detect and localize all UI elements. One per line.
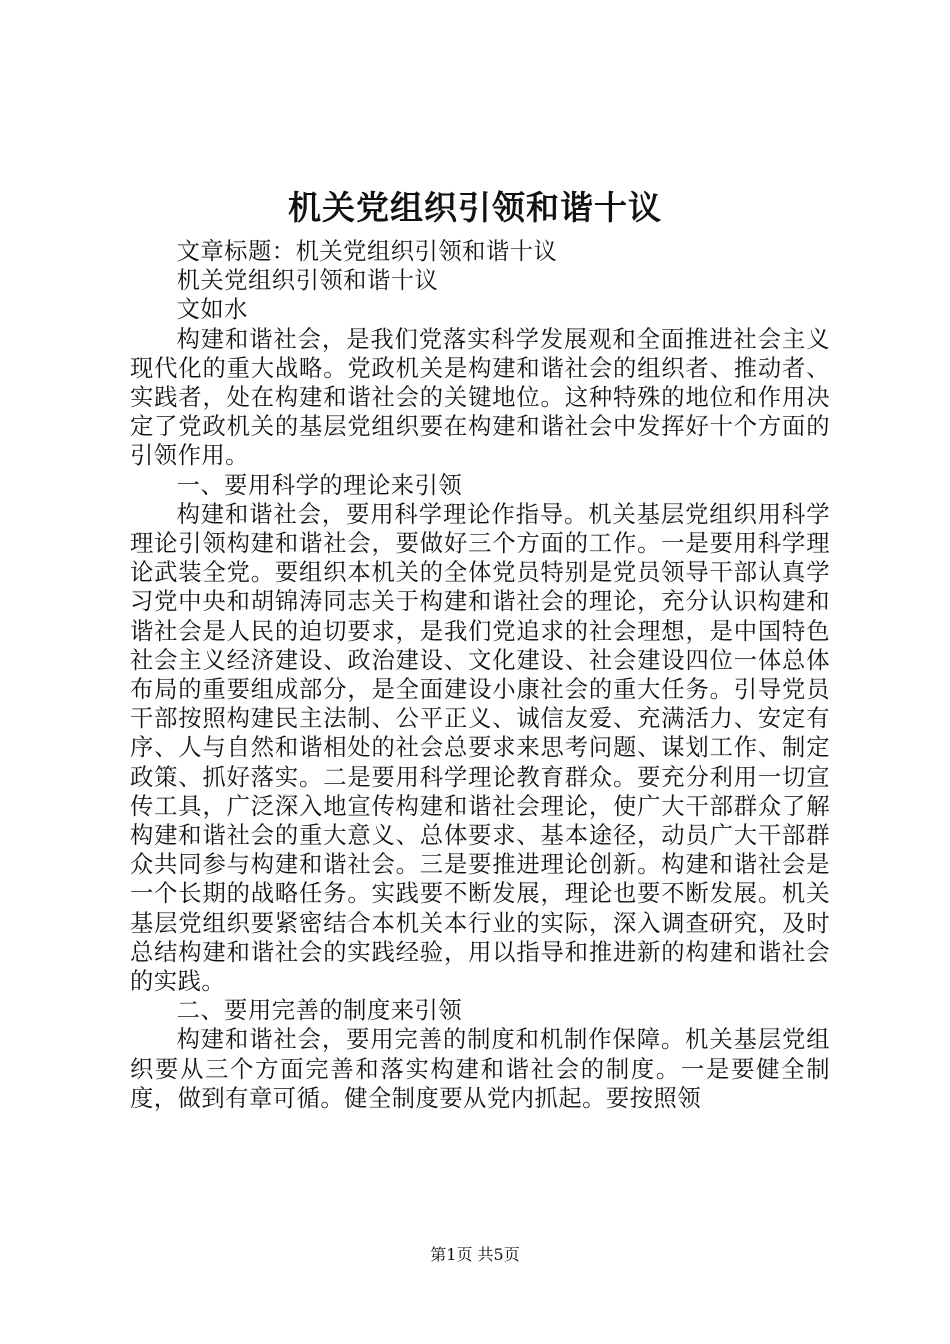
section-heading-2: 二、要用完善的制度来引领 [176,997,463,1025]
page-footer: 第1页 共5页 [430,1245,520,1264]
section-1-paragraph: 构建和谐社会，要用科学理论作指导。机关基层党组织用科学理论引领构建和谐社会，要做好三个方面的工作。一是要用科学理论武装全党。要组织本机关的全体党员特别是党员领导干部认真学习党中央和胡锦涛同志关于构建和谐社会的理论，充分认识构建和谐社会是人民的迫切要求，是我们党追求的社会理想，是中国特色社会主义经济建设、政治建设、文化建设、社会建设四位一体总体布局的重要组成部分，是全面建设小康社会的重大任务。引导党员干部按照构建民主法制、公平正义、诚信友爱、充满活力、安定有序、人与自然和谐相处的社会总要求来思考问题、谋划工作、制定政策、抓好落实。二是要用科学理论教育群众。要充分利用一切宣传工具，广泛深入地宣传构建和谐社会理论，使广大干部群众了解构建和谐社会的重大意义、总体要求、基本途径，动员广大干部群众共同参与构建和谐社会。三是要推进理论创新。构建和谐社会是一个长期的战略任务。实践要不断发展，理论也要不断发展。机关基层党组织要紧密结合本机关本行业的实际，深入调查研究，及时总结构建和谐社会的实践经验，用以指导和推进新的构建和谐社会的实践。 [130,500,830,996]
section-heading-1: 一、要用科学的理论来引领 [176,471,463,499]
intro-paragraph: 构建和谐社会，是我们党落实科学发展观和全面推进社会主义现代化的重大战略。党政机关是构建和谐社会的组织者、推动者、实践者，处在构建和谐社会的关键地位。这种特殊的地位和作用决定了党政机关的基层党组织要在构建和谐社会中发挥好十个方面的引领作用。 [130,325,830,470]
author-line: 文如水 [176,296,248,324]
document-body [130,237,830,1113]
article-title-line: 文章标题：机关党组织引领和谐十议 [176,238,558,265]
section-2-paragraph: 构建和谐社会，要用完善的制度和机制作保障。机关基层党组织要从三个方面完善和落实构建和谐社会的制度。一是要健全制度，做到有章可循。健全制度要从党内抓起。要按照领 [130,1026,830,1112]
subtitle-line: 机关党组织引领和谐十议 [176,267,439,295]
document-title: 机关党组织引领和谐十议 [288,188,662,227]
